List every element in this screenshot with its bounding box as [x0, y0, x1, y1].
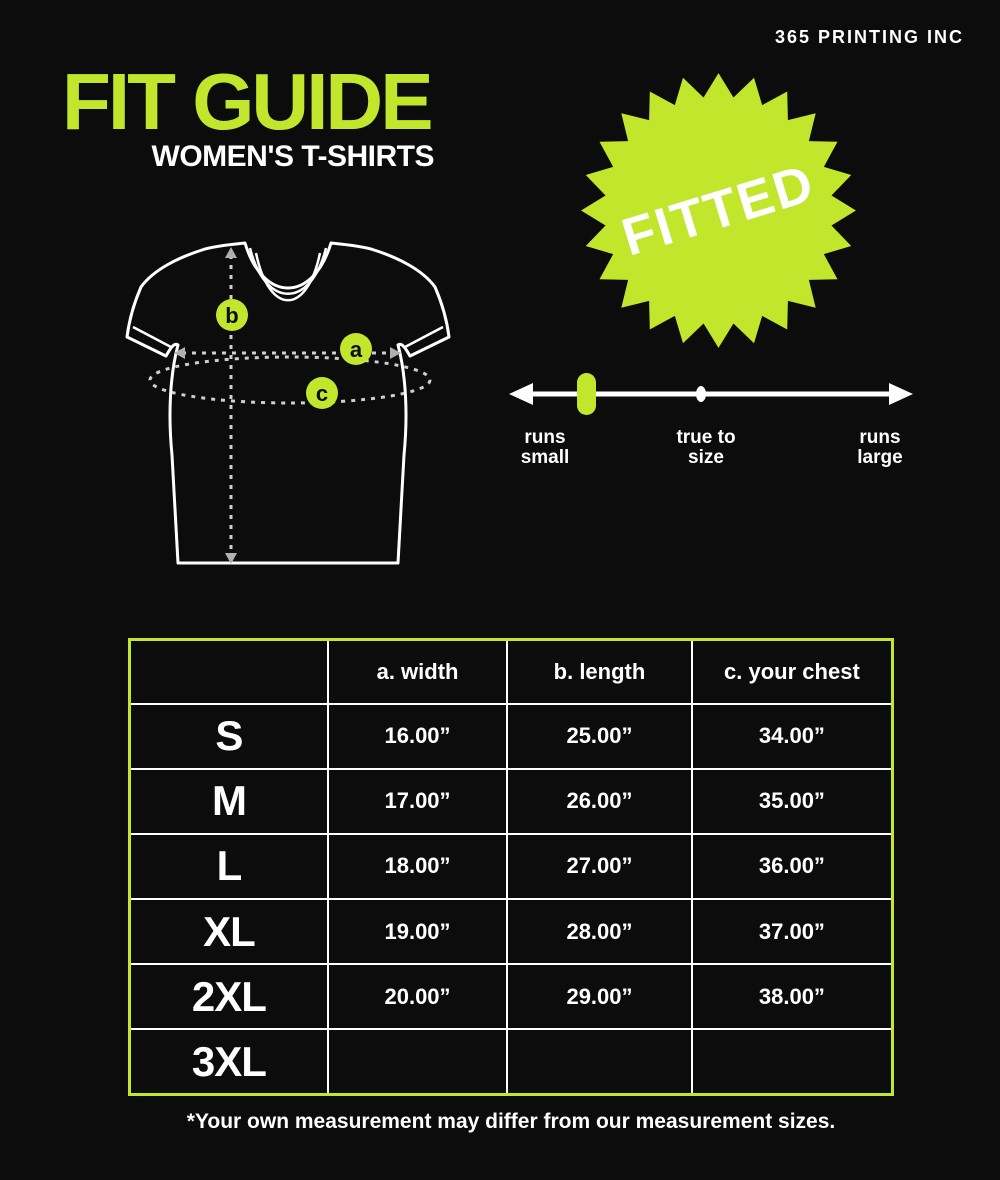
shirt-body-outline	[127, 243, 449, 563]
length-cell	[507, 1029, 692, 1094]
true-to-size-dot	[696, 386, 706, 402]
length-cell: 27.00”	[507, 834, 692, 899]
size-cell: M	[130, 769, 328, 834]
scale-label-runs-large: runs large	[857, 427, 903, 468]
scale-label-runs-small: runs small	[520, 427, 570, 468]
table-row-s	[130, 704, 893, 769]
header-size	[130, 640, 328, 704]
chest-measure-ellipse	[150, 357, 430, 403]
measurement-disclaimer: *Your own measurement may differ from our measurement sizes.	[186, 1110, 836, 1133]
table-row-m	[130, 769, 893, 834]
width-cell: 20.00”	[328, 964, 507, 1029]
chest-cell: 38.00”	[692, 964, 893, 1029]
marker-c	[306, 377, 338, 409]
marker-a	[340, 333, 372, 365]
length-cell: 26.00”	[507, 769, 692, 834]
chest-cell: 37.00”	[692, 899, 893, 964]
size-cell: 2XL	[130, 964, 328, 1029]
width-cell	[328, 1029, 507, 1094]
fitted-badge	[576, 68, 861, 353]
table-row-xl	[130, 899, 893, 964]
badge-label: FITTED	[615, 153, 822, 268]
page-subtitle: WOMEN'S T-SHIRTS	[151, 140, 434, 173]
size-cell: L	[130, 834, 328, 899]
chest-cell: 35.00”	[692, 769, 893, 834]
scale-label-true-to-size: true to size	[676, 427, 736, 468]
table-row-3xl	[130, 1029, 893, 1094]
svg-text:a: a	[349, 337, 363, 362]
chest-cell	[692, 1029, 893, 1094]
chest-cell: 34.00”	[692, 704, 893, 769]
table-row-l	[130, 834, 893, 899]
size-cell: S	[130, 704, 328, 769]
size-table	[128, 638, 894, 1096]
size-cell: 3XL	[130, 1029, 328, 1094]
size-cell: XL	[130, 899, 328, 964]
width-cell: 18.00”	[328, 834, 507, 899]
svg-text:c: c	[315, 381, 329, 406]
tshirt-diagram	[110, 225, 465, 575]
length-cell: 29.00”	[507, 964, 692, 1029]
length-arrow-top	[225, 247, 237, 258]
table-row-2xl	[130, 964, 893, 1029]
length-cell: 25.00”	[507, 704, 692, 769]
fit-scale	[505, 366, 917, 481]
marker-b	[216, 299, 248, 331]
header-chest: c. your chest	[692, 640, 893, 704]
header-length: b. length	[507, 640, 692, 704]
chest-cell: 36.00”	[692, 834, 893, 899]
fit-scale-axis	[505, 366, 917, 426]
tshirt-outline-icon	[110, 225, 465, 575]
width-cell: 19.00”	[328, 899, 507, 964]
length-cell: 28.00”	[507, 899, 692, 964]
fit-position-marker	[577, 373, 596, 415]
width-cell: 17.00”	[328, 769, 507, 834]
scale-arrow-right-icon	[889, 383, 913, 405]
width-cell: 16.00”	[328, 704, 507, 769]
header-width: a. width	[328, 640, 507, 704]
table-header-row	[130, 640, 893, 704]
page-title: FIT GUIDE	[62, 57, 431, 146]
scale-arrow-left-icon	[509, 383, 533, 405]
brand-name: 365 PRINTING INC	[774, 27, 964, 47]
svg-text:b: b	[225, 303, 239, 328]
